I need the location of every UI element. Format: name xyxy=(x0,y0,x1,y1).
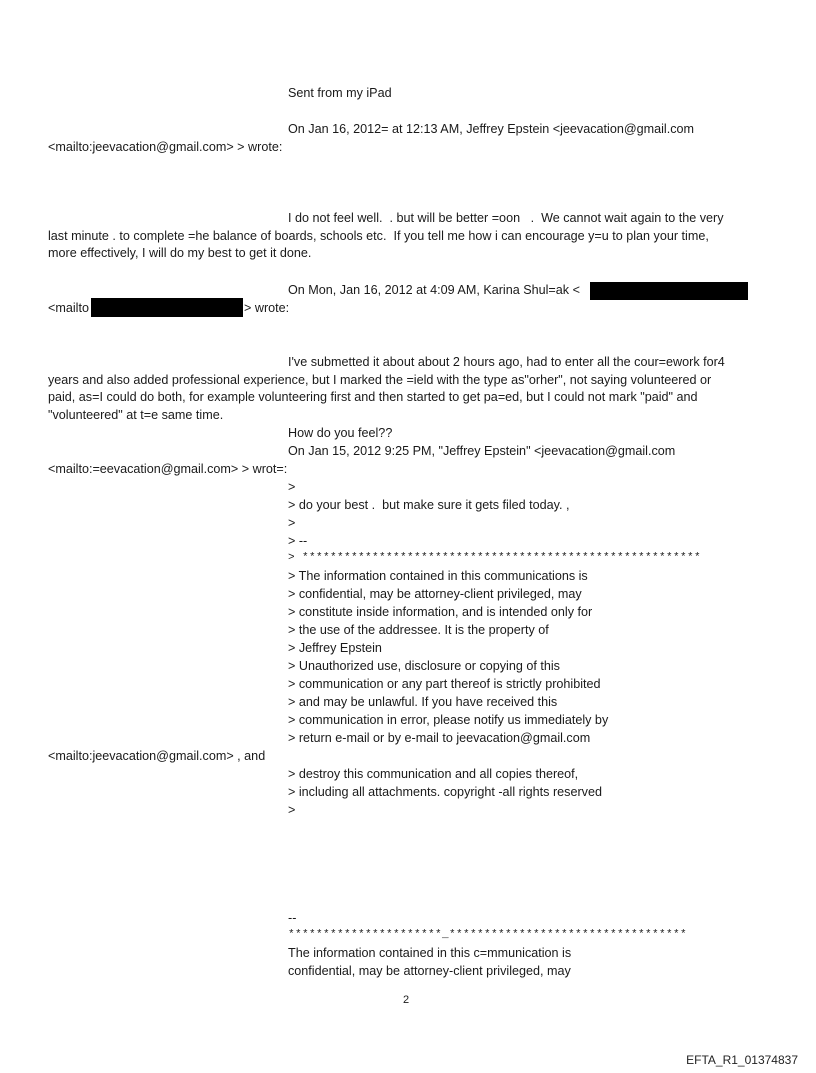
bates-number: EFTA_R1_01374837 xyxy=(686,1053,798,1067)
signature-stars: **********************_********************************** xyxy=(288,929,688,941)
quoted-line: > and may be unlawful. If you have received this xyxy=(288,695,558,709)
quoted-line: > communication in error, please notify us immediately by xyxy=(288,713,609,727)
redaction-box-email xyxy=(590,282,748,300)
paragraph-2-line-c: paid, as=I could do both, for example volunteering first and then started to get pa=ed, but I could not mark "paid" and xyxy=(48,390,698,404)
reply-header-3-line-b: <mailto:=eevacation@gmail.com> > wrot=: xyxy=(48,462,288,476)
quoted-line: > do your best . but make sure it gets filed today. , xyxy=(288,498,570,512)
quoted-line: > xyxy=(288,480,296,494)
paragraph-2-line-d: "volunteered" at t=e same time. xyxy=(48,408,224,422)
quoted-line: > constitute inside information, and is intended only for xyxy=(288,605,593,619)
sent-from-line: Sent from my iPad xyxy=(288,86,392,100)
reply-header-2-line-b-suffix: > wrote: xyxy=(244,301,290,315)
quoted-line: > confidential, may be attorney-client privileged, may xyxy=(288,587,582,601)
signature-dash: -- xyxy=(288,911,297,925)
how-do-you-feel-line: How do you feel?? xyxy=(288,426,393,440)
quoted-line: > Unauthorized use, disclosure or copying of this xyxy=(288,659,560,673)
reply-header-2-line-a: On Mon, Jan 16, 2012 at 4:09 AM, Karina Shul=ak < xyxy=(288,283,580,297)
reply-header-2-line-b-prefix: <mailto xyxy=(48,301,89,315)
quoted-line: > Jeffrey Epstein xyxy=(288,641,382,655)
paragraph-2-line-b: years and also added professional experience, but I marked the =ield with the type as"orher", not saying volunteered or xyxy=(48,373,712,387)
quoted-line: > destroy this communication and all copies thereof, xyxy=(288,767,579,781)
quoted-line: > xyxy=(288,803,296,817)
signature-line-2: confidential, may be attorney-client privileged, may xyxy=(288,964,571,978)
quoted-line: > including all attachments. copyright -all rights reserved xyxy=(288,785,602,799)
quoted-line: > return e-mail or by e-mail to jeevacation@gmail.com xyxy=(288,731,591,745)
quoted-line: > communication or any part thereof is strictly prohibited xyxy=(288,677,601,691)
redaction-box-mailto xyxy=(91,298,243,317)
reply-header-1-line-b: <mailto:jeevacation@gmail.com> > wrote: xyxy=(48,140,283,154)
reply-header-3-line-a: On Jan 15, 2012 9:25 PM, "Jeffrey Epstein" <jeevacation@gmail.com xyxy=(288,444,676,458)
quoted-line: > The information contained in this communications is xyxy=(288,569,588,583)
reply-header-1-line-a: On Jan 16, 2012= at 12:13 AM, Jeffrey Epstein <jeevacation@gmail.com xyxy=(288,122,694,136)
paragraph-1-line-a: I do not feel well. . but will be better =oon . We cannot wait again to the very xyxy=(288,211,724,225)
quoted-line: > -- xyxy=(288,534,308,548)
paragraph-1-line-b: last minute . to complete =he balance of boards, schools etc. If you tell me how i can encourage y=u to plan your time, xyxy=(48,229,709,243)
mailto-and-line: <mailto:jeevacation@gmail.com> , and xyxy=(48,749,266,763)
quoted-stars-line: > ********************************************************* xyxy=(288,552,702,564)
paragraph-2-line-a: I've submetted it about about 2 hours ago, had to enter all the cour=ework for4 xyxy=(288,355,725,369)
quoted-line: > xyxy=(288,516,296,530)
page-number: 2 xyxy=(403,994,410,1006)
signature-line-1: The information contained in this c=mmunication is xyxy=(288,946,572,960)
quoted-line: > the use of the addressee. It is the property of xyxy=(288,623,549,637)
paragraph-1-line-c: more effectively, I will do my best to get it done. xyxy=(48,246,312,260)
